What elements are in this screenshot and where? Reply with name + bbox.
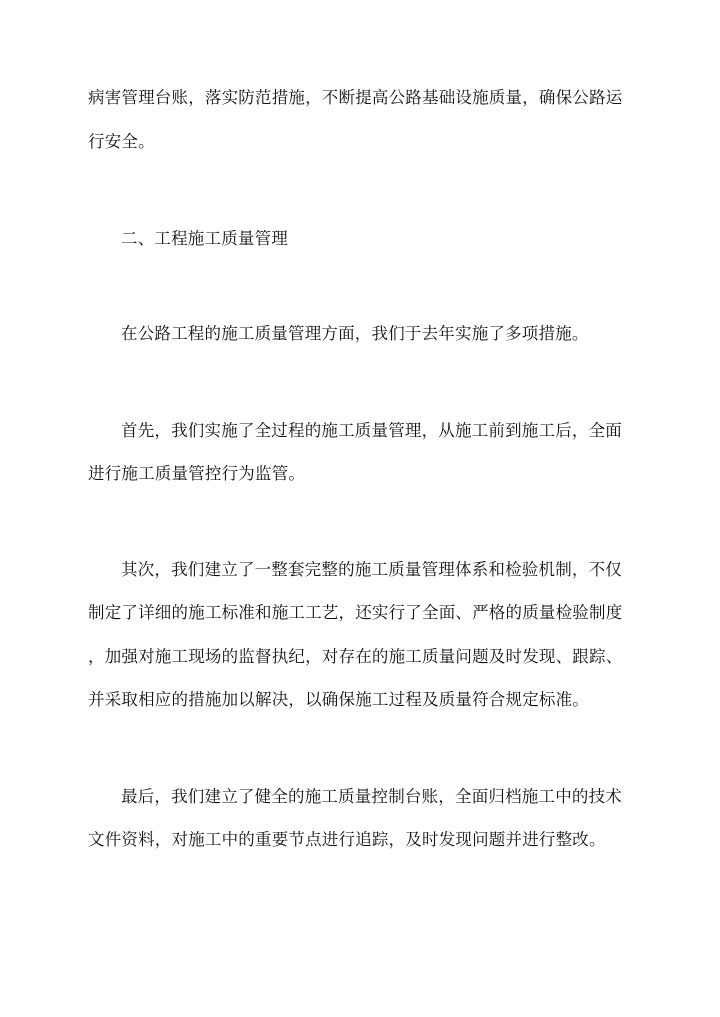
paragraph-line: ，加强对施工现场的监督执纪，对存在的施工质量问题及时发现、跟踪、 xyxy=(88,647,623,666)
paragraph-line: 最后，我们建立了健全的施工质量控制台账，全面归档施工中的技术 xyxy=(121,787,622,806)
paragraph-line: 病害管理台账，落实防范措施，不断提高公路基础设施质量，确保公路运 xyxy=(88,88,623,107)
paragraph-line: 进行施工质量管控行为监管。 xyxy=(88,464,306,483)
paragraph-line: 文件资料，对施工中的重要节点进行追踪，及时发现问题并进行整改。 xyxy=(88,830,606,849)
paragraph-line: 制定了详细的施工标准和施工工艺，还实行了全面、严格的质量检验制度 xyxy=(88,603,623,622)
paragraph-line: 首先，我们实施了全过程的施工质量管理，从施工前到施工后，全面 xyxy=(121,421,622,440)
section-heading: 二、工程施工质量管理 xyxy=(121,229,288,248)
paragraph-line: 并采取相应的措施加以解决，以确保施工过程及质量符合规定标准。 xyxy=(88,690,589,709)
paragraph-line: 其次，我们建立了一整套完整的施工质量管理体系和检验机制，不仅 xyxy=(121,560,622,579)
paragraph-line: 在公路工程的施工质量管理方面，我们于去年实施了多项措施。 xyxy=(121,324,589,343)
paragraph-line: 行安全。 xyxy=(88,132,155,151)
